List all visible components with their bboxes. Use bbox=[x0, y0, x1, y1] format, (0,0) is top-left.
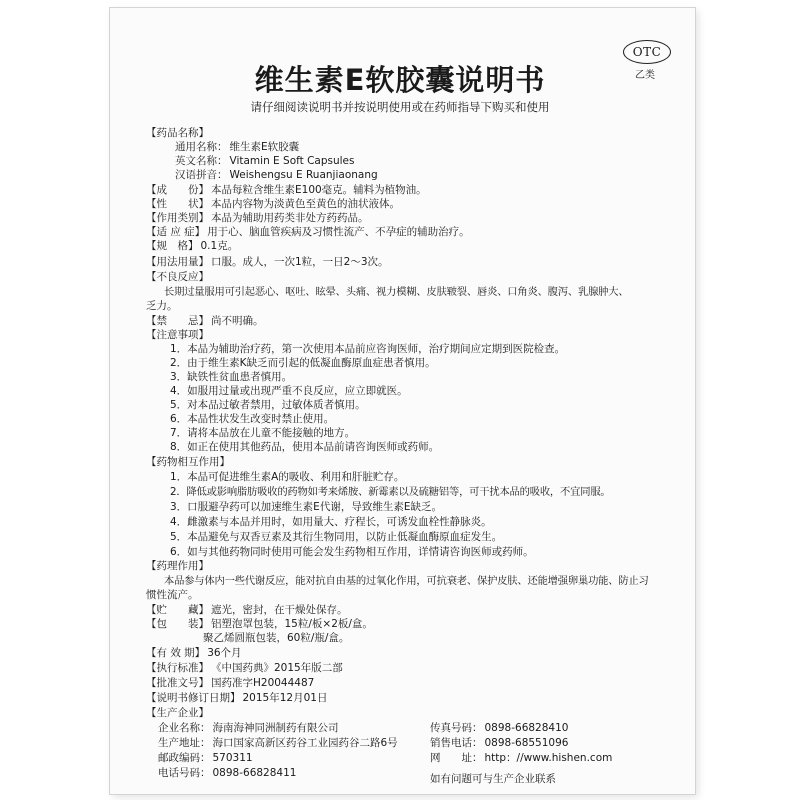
interaction-item: 4．雌激素与本品并用时，如用量大、疗程长，可诱发血栓性静脉炎。 bbox=[170, 516, 492, 528]
packaging-value: 铝塑泡罩包装，15粒/板×2板/盒。 bbox=[211, 618, 373, 630]
manufacturer-fax-key: 传真号码： bbox=[430, 722, 483, 734]
manufacturer-name-key: 企业名称： bbox=[158, 722, 211, 734]
manufacturer-phone-value: 0898-66828411 bbox=[212, 767, 297, 779]
pinyin-name-value: Weishengsu E Ruanjiaonang bbox=[229, 169, 378, 181]
common-name-key: 通用名称： bbox=[175, 141, 228, 153]
character-row bbox=[146, 197, 400, 211]
precaution-item: 5．对本品过敏者禁用，过敏体质者慎用。 bbox=[170, 399, 366, 411]
storage-row bbox=[146, 603, 348, 617]
packaging-key: 【包 装】 bbox=[146, 618, 209, 630]
english-name-key: 英文名称： bbox=[175, 155, 228, 167]
common-name-value: 维生素E软胶囊 bbox=[229, 141, 300, 153]
adverse-text-line-1: 长期过量服用可引起恶心、呕吐、眩晕、头痛、视力模糊、皮肤皲裂、唇炎、口角炎、腹泻、乳腺肿大、 bbox=[164, 286, 629, 298]
approval-row bbox=[146, 676, 314, 690]
precaution-item: 6．本品性状发生改变时禁止使用。 bbox=[170, 413, 335, 425]
dosage-row bbox=[146, 255, 389, 269]
precaution-item: 3．缺铁性贫血患者慎用。 bbox=[170, 371, 293, 383]
section-header-interactions: 【药物相互作用】 bbox=[146, 456, 230, 468]
interaction-item: 6．如与其他药物同时使用可能会发生药物相互作用，详情请咨询医师或药师。 bbox=[170, 546, 534, 558]
manufacturer-website-key: 网 址： bbox=[430, 752, 483, 764]
character-value: 本品内容物为淡黄色至黄色的油状液体。 bbox=[211, 198, 400, 210]
packaging-row bbox=[146, 617, 373, 631]
dosage-value: 口服。成人，一次1粒，一日2～3次。 bbox=[211, 256, 389, 268]
precaution-item: 8．如正在使用其他药品，使用本品前请咨询医师或药师。 bbox=[170, 441, 440, 453]
standard-key: 【执行标准】 bbox=[146, 662, 209, 674]
otc-class-label: 乙类 bbox=[635, 70, 655, 81]
manufacturer-phone-key: 电话号码： bbox=[158, 767, 211, 779]
manufacturer-zip-row bbox=[158, 751, 253, 765]
common-name-row bbox=[175, 140, 299, 154]
otc-badge: OTC bbox=[623, 40, 671, 64]
approval-key: 【批准文号】 bbox=[146, 677, 209, 689]
interaction-item: 2．降低或影响脂肪吸收的药物如考来烯胺、新霉素以及硫糖铝等，可干扰本品的吸收，不宜同服。 bbox=[170, 486, 611, 498]
category-row bbox=[146, 211, 369, 225]
english-name-row bbox=[175, 154, 355, 168]
section-header-precautions: 【注意事项】 bbox=[146, 329, 209, 341]
document-subtitle: 请仔细阅读说明书并按说明使用或在药师指导下购买和使用 bbox=[250, 100, 550, 114]
revision-row bbox=[146, 691, 327, 705]
manufacturer-zip-key: 邮政编码： bbox=[158, 752, 211, 764]
indication-value: 用于心、脑血管疾病及习惯性流产、不孕症的辅助治疗。 bbox=[207, 226, 470, 238]
precaution-item: 2．由于维生素K缺乏而引起的低凝血酶原血症患者慎用。 bbox=[170, 357, 436, 369]
manufacturer-phone-row bbox=[158, 766, 296, 780]
interaction-item: 3．口服避孕药可以加速维生素E代谢，导致维生素E缺乏。 bbox=[170, 501, 442, 513]
standard-row bbox=[146, 661, 343, 675]
manufacturer-fax-row bbox=[430, 721, 568, 735]
manufacturer-address-key: 生产地址： bbox=[158, 737, 211, 749]
adverse-text-line-2: 乏力。 bbox=[146, 300, 178, 312]
dosage-key: 【用法用量】 bbox=[146, 256, 209, 268]
indication-row bbox=[146, 225, 470, 239]
manufacturer-name-value: 海南海神同洲制药有限公司 bbox=[212, 722, 339, 734]
composition-key: 【成 份】 bbox=[146, 184, 209, 196]
manufacturer-website-row bbox=[430, 751, 612, 765]
manufacturer-sales-key: 销售电话： bbox=[430, 737, 483, 749]
storage-value: 遮光，密封，在干燥处保存。 bbox=[211, 604, 348, 616]
interaction-item: 5．本品避免与双香豆素及其衍生物同用，以防止低凝血酶原血症发生。 bbox=[170, 531, 503, 543]
section-header-drug-name: 【药品名称】 bbox=[146, 127, 209, 139]
spec-row bbox=[146, 239, 238, 253]
manufacturer-fax-value: 0898-66828410 bbox=[484, 722, 569, 734]
contraindication-row bbox=[146, 314, 264, 328]
pharmacology-text-line-2: 惯性流产。 bbox=[146, 589, 199, 601]
composition-row bbox=[146, 183, 427, 197]
manufacturer-zip-value: 570311 bbox=[212, 752, 253, 764]
manufacturer-website-value: http：//www.hishen.com bbox=[484, 752, 613, 764]
indication-key: 【适 应 症】 bbox=[146, 226, 206, 238]
spec-value: 0.1克。 bbox=[200, 240, 239, 252]
contraindication-value: 尚不明确。 bbox=[211, 315, 264, 327]
footer-note: 如有问题可与生产企业联系 bbox=[430, 773, 556, 785]
revision-key: 【说明书修订日期】 bbox=[146, 692, 241, 704]
manufacturer-sales-value: 0898-68551096 bbox=[484, 737, 569, 749]
interaction-item: 1．本品可促进维生素A的吸收、利用和肝脏贮存。 bbox=[170, 471, 405, 483]
spec-key: 【规 格】 bbox=[146, 240, 199, 252]
standard-value: 《中国药典》2015年版二部 bbox=[211, 662, 343, 674]
revision-value: 2015年12月01日 bbox=[242, 692, 328, 704]
manufacturer-sales-row bbox=[430, 736, 568, 750]
section-header-pharmacology: 【药理作用】 bbox=[146, 560, 209, 572]
section-header-manufacturer: 【生产企业】 bbox=[146, 707, 209, 719]
pharmacology-text-line-1: 本品参与体内一些代谢反应，能对抗自由基的过氧化作用，可抗衰老、保护皮肤、还能增强卵巢功能、防止习 bbox=[164, 575, 649, 587]
manufacturer-address-value: 海口国家高新区药谷工业园药谷二路6号 bbox=[212, 737, 398, 749]
composition-value: 本品每粒含维生素E100毫克。辅料为植物油。 bbox=[211, 184, 427, 196]
category-key: 【作用类别】 bbox=[146, 212, 209, 224]
english-name-value: Vitamin E Soft Capsules bbox=[229, 155, 355, 167]
precaution-item: 1．本品为辅助治疗药，第一次使用本品前应咨询医师，治疗期间应定期到医院检查。 bbox=[170, 343, 566, 355]
section-header-adverse: 【不良反应】 bbox=[146, 271, 209, 283]
character-key: 【性 状】 bbox=[146, 198, 209, 210]
category-value: 本品为辅助用药类非处方药药品。 bbox=[211, 212, 369, 224]
storage-key: 【贮 藏】 bbox=[146, 604, 209, 616]
packaging-value-2: 聚乙烯圆瓶包装，60粒/瓶/盒。 bbox=[203, 632, 350, 644]
manufacturer-address-row bbox=[158, 736, 398, 750]
validity-value: 36个月 bbox=[207, 647, 242, 659]
document-title: 维生素E软胶囊说明书 bbox=[254, 63, 546, 97]
approval-value: 国药准字H20044487 bbox=[211, 677, 315, 689]
pinyin-name-key: 汉语拼音： bbox=[175, 169, 228, 181]
validity-row bbox=[146, 646, 242, 660]
precaution-item: 7．请将本品放在儿童不能接触的地方。 bbox=[170, 427, 356, 439]
manufacturer-name-row bbox=[158, 721, 339, 735]
validity-key: 【有 效 期】 bbox=[146, 647, 206, 659]
precaution-item: 4．如服用过量或出现严重不良反应，应立即就医。 bbox=[170, 385, 408, 397]
pinyin-name-row bbox=[175, 168, 378, 182]
contraindication-key: 【禁 忌】 bbox=[146, 315, 209, 327]
